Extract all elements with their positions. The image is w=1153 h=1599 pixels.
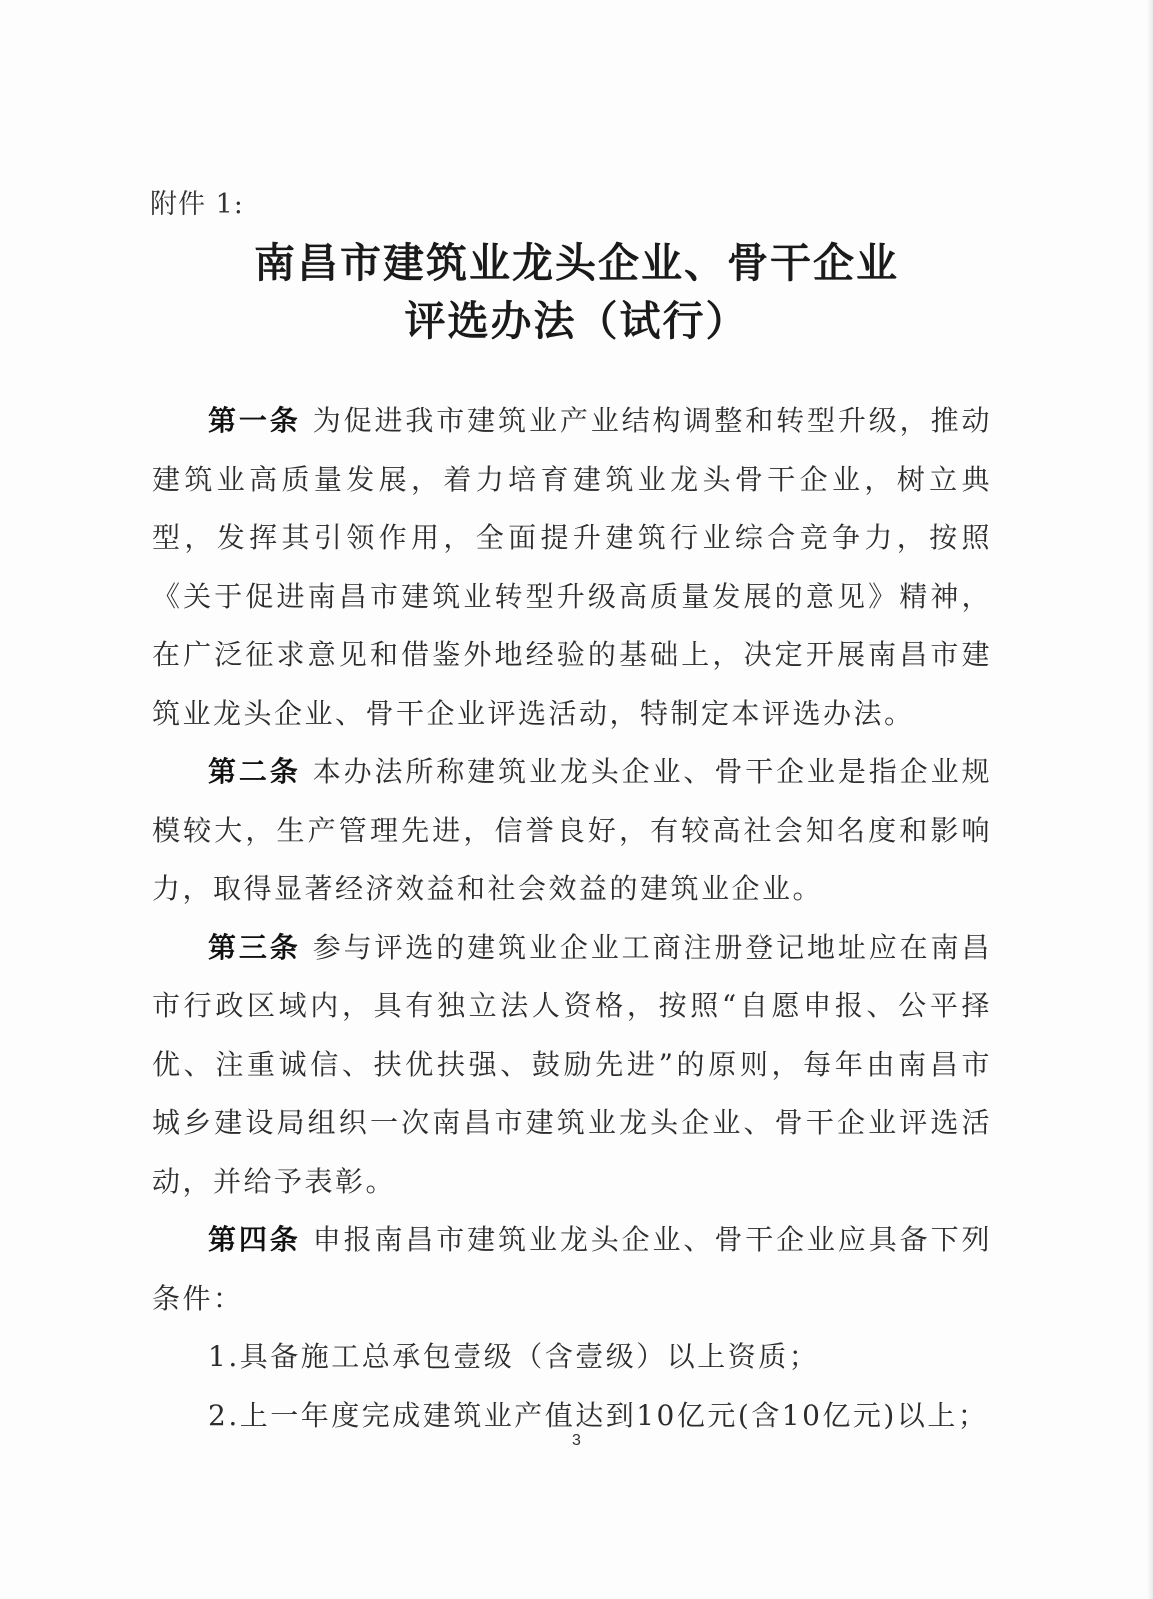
article-2-number: 第二条 [208, 755, 301, 788]
article-3-text: 参与评选的建筑业企业工商注册登记地址应在南昌市行政区域内，具有独立法人资格，按照“自愿申报、公平择优、注重诚信、扶优扶强、鼓励先进”的原则，每年由南昌市城乡建设局组织一次南昌市建筑业龙头企业、骨干企业评选活动，并给予表彰。 [152, 930, 992, 1198]
article-2 [152, 743, 992, 919]
article-2-text: 本办法所称建筑业龙头企业、骨干企业是指企业规模较大，生产管理先进，信誉良好，有较高社会知名度和影响力，取得显著经济效益和社会效益的建筑业企业。 [152, 755, 992, 905]
article-4 [152, 1211, 992, 1328]
condition-item-1: 1.具备施工总承包壹级（含壹级）以上资质； [208, 1340, 820, 1373]
article-4-text: 申报南昌市建筑业龙头企业、骨干企业应具备下列条件： [152, 1223, 992, 1315]
page-number: 3 [572, 1432, 581, 1449]
article-3 [152, 919, 992, 1212]
article-4-number: 第四条 [208, 1223, 301, 1256]
document-title-line-1: 南昌市建筑业龙头企业、骨干企业 [254, 239, 899, 287]
article-1 [152, 392, 992, 743]
article-1-number: 第一条 [208, 404, 301, 437]
article-1-text: 为促进我市建筑业产业结构调整和转型升级，推动建筑业高质量发展，着力培育建筑业龙头骨干企业，树立典型，发挥其引领作用，全面提升建筑行业综合竞争力，按照《关于促进南昌市建筑业转型升级高质量发展的意见》精神，在广泛征求意见和借鉴外地经验的基础上，决定开展南昌市建筑业龙头企业、骨干企业评选活动，特制定本评选办法。 [152, 404, 992, 730]
article-3-number: 第三条 [208, 930, 301, 964]
document-title-line-2: 评选办法（试行） [404, 297, 749, 345]
document-body [152, 392, 992, 1445]
condition-item-2: 2.上一年度完成建筑业产值达到10亿元(含10亿元)以上； [208, 1398, 989, 1432]
attachment-label: 附件 1: [150, 189, 244, 220]
